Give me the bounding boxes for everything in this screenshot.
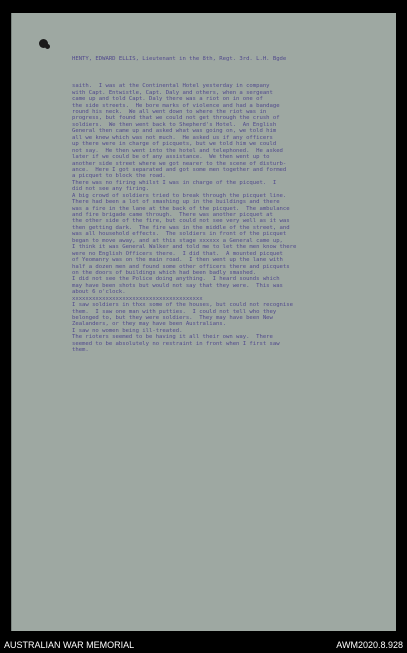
- statement-line: progress, but found that we could not get through the crush of: [72, 115, 280, 122]
- statement-line: seemed to be absolutely no restraint in front when I first saw: [72, 340, 280, 347]
- statement-line: There was no firing whilst I was in charge of the picquet. I: [72, 179, 277, 186]
- statement-line: I think it was General Walker and told me to let the men know there: [72, 244, 297, 251]
- statement-line: soldiers. We then went back to Shepherd's Hotel. An English: [72, 121, 277, 128]
- statement-line: the other side of the fire, but could not see very well as it was: [72, 218, 290, 225]
- statement-line: not say. He then went into the hotel and telephoned. He asked: [72, 147, 283, 154]
- statement-line: saith. I was at the Continental Hotel yesterday in company: [72, 83, 270, 90]
- statement-body: [72, 83, 390, 353]
- statement-line: I did not see the Police doing anything. I heard sounds which: [72, 276, 280, 283]
- statement-line: of Yeomanry was on the main road. I then went up the lane with: [72, 257, 283, 264]
- statement-line: A big crowd of soldiers tried to break through the picquet line.: [72, 192, 287, 199]
- statement-line: The rioters seemed to be having it all their own way. There: [72, 334, 273, 341]
- statement-line: up there were in charge of picquets, but we told him we could: [72, 141, 277, 148]
- statement-line: later if we could be of any assistance. We then went up to: [72, 154, 270, 161]
- statement-line: on the doors of buildings which had been badly smashed.: [72, 269, 257, 276]
- statement-line: another side street where we got nearer to the scene of disturb-: [72, 160, 287, 167]
- statement-line: belonged to, but they were soldiers. They may have been New: [72, 315, 273, 321]
- statement-line: ance. Here I got separated and got some men together and formed: [72, 166, 287, 173]
- statement-line: half a dozen men and found some other officers there and picquets: [72, 263, 290, 270]
- statement-line: with Capt. Entwistle, Capt. Daly and others, when a sergeant: [72, 89, 273, 96]
- statement-heading: HENTY, EDWARD ELLIS, Lieutenant in the 8th, Regt. 3rd. L.H. Bgde: [72, 55, 287, 62]
- statement-line: was all household effects. The soldiers in front of the picquet: [72, 231, 287, 238]
- statement-line: a picquet to block the road.: [72, 173, 166, 180]
- footer-bar: [0, 638, 407, 653]
- statement-line: about 6 o'clock.: [72, 289, 126, 296]
- statement-line: I saw soldiers in thxx some of the houses, but could not recognise: [72, 302, 293, 309]
- statement-line: them.: [72, 347, 89, 354]
- statement-line: all we knew which was not much. He asked us if any officers: [72, 134, 273, 141]
- statement-line: came up and told Capt. Daly there was a riot on in one of: [72, 96, 263, 103]
- statement-line: did not see any firing.: [72, 186, 149, 193]
- statement-line: round his neck. We all went down to where the riot was in: [72, 109, 267, 115]
- ink-blot-mark: [45, 44, 50, 49]
- statement-line: may have been shots but would not say that they were. This was: [72, 282, 283, 289]
- statement-line: There had been a lot of smashing up in the buildings and there: [72, 199, 280, 206]
- statement-line: Zealanders, or they may have been Australians.: [72, 321, 226, 328]
- document-page: [11, 13, 396, 631]
- statement-line: began to move away, and at this stage xxxxxx a General came up,: [72, 237, 283, 244]
- footer-reference: AWM2020.8.928: [336, 640, 403, 650]
- footer-institution: AUSTRALIAN WAR MEMORIAL: [4, 640, 135, 650]
- statement-line: was a fire in the lane at the back of the picquet. The ambulance: [72, 205, 290, 212]
- statement-line: them. I saw one man with putties. I could not tell who they: [72, 308, 277, 315]
- statement-line: xxxxxxxxxxxxxxxxxxxxxxxxxxxxxxxxxxxxxxx: [72, 295, 203, 302]
- statement-line: General then came up and asked what was going on, we told him: [72, 128, 277, 135]
- statement-line: then getting dark. The fire was in the middle of the street, and: [72, 224, 290, 231]
- statement-line: were no English Officers there. I did that. A mounted picquet: [72, 250, 283, 257]
- statement-line: and fire brigade came through. There was another picquet at: [72, 212, 273, 218]
- typed-statement: [72, 43, 390, 367]
- statement-line: the side streets. He bore marks of violence and had a bandage: [72, 102, 280, 109]
- statement-line: I saw no women being ill-treated.: [72, 327, 183, 334]
